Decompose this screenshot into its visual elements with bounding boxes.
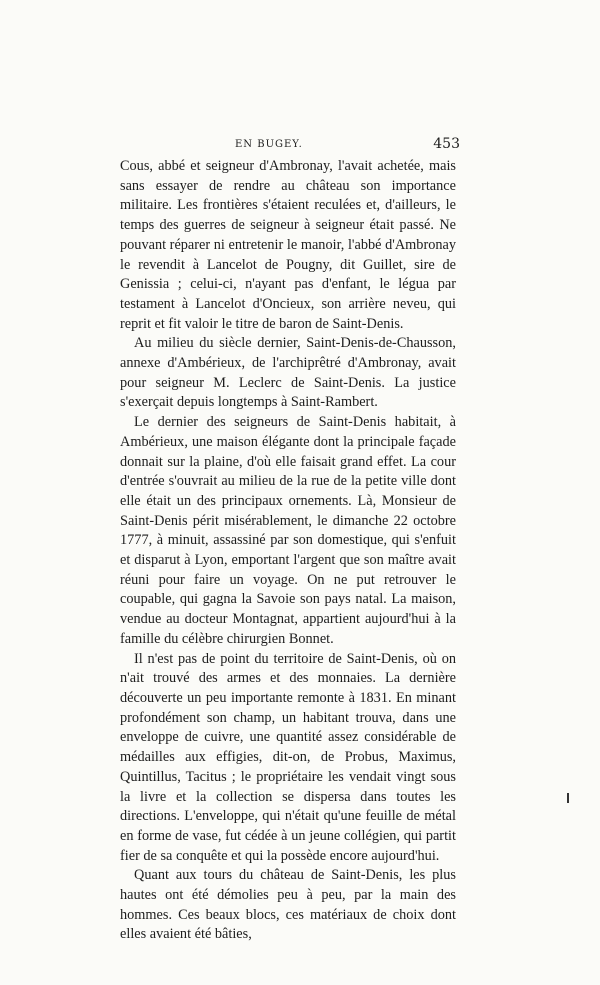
running-head: EN BUGEY. — [235, 139, 303, 150]
paragraph-4: Il n'est pas de point du territoire de Saint-Denis, où on n'ait trouvé des armes et des monnaies. La dernière découverte un peu importante remonte à 1831. En minant profondément son champ, un habitant trouva, dans une enveloppe de cuivre, une quantité assez considérable de médailles aux effigies, dit-on, de Probus, Maximus, Quintillus, Tacitus ; le propriétaire les vendait vingt sous la livre et la collection se dispersa dans toutes les directions. L'enveloppe, qui n'était qu'une feuille de métal en forme de vase, fut cédée à un jeune collégien, qui partit fier de sa conquête et qui la possède encore aujourd'hui. — [120, 650, 456, 864]
page-header — [120, 136, 460, 156]
paragraph-2: Au milieu du siècle dernier, Saint-Denis-de-Chausson, annexe d'Ambérieux, de l'archiprêtré d'Ambronay, avait pour seigneur M. Leclerc de Saint-Denis. La justice s'exerçait depuis longtemps à Saint-Rambert. — [120, 335, 456, 411]
paragraph-3: Le dernier des seigneurs de Saint-Denis habitait, à Ambérieux, une maison élégante dont la principale façade donnait sur la plaine, d'où elle faisait grand effet. La cour d'entrée s'ouvrait au milieu de la rue de la petite ville dont elle était un des principaux ornements. Là, Monsieur de Saint-Denis périt misérablement, le dimanche 22 octobre 1777, à minuit, assassiné par son domestique, qui s'enfuit et disparut à Lyon, emportant l'argent que son maître avait réuni pour faire un voyage. On ne put retrouver le coupable, qui gagna la Savoie son pays natal. La maison, vendue au docteur Montagnat, appartient aujourd'hui à la famille du célèbre chirurgien Bonnet. — [120, 414, 456, 647]
paragraph-1: Cous, abbé et seigneur d'Ambronay, l'avait achetée, mais sans essayer de rendre au château son importance militaire. Les frontières s'étaient reculées et, d'ailleurs, le temps des guerres de seigneur à seigneur était passé. Ne pouvant réparer ni entretenir le manoir, l'abbé d'Ambronay le revendit à Lancelot de Pougny, dit Guillet, sire de Genissia ; celui-ci, n'ayant pas d'enfant, le légua par testament à Lancelot d'Oncieux, son arrière neveu, qui reprit et fit valoir le titre de baron de Saint-Denis. — [120, 158, 456, 332]
paragraph-5: Quant aux tours du château de Saint-Denis, les plus hautes ont été démolies peu à peu, par la main des hommes. Ces beaux blocs, ces matériaux de choix dont elles avaient été bâties, — [120, 867, 456, 943]
margin-mark — [567, 793, 569, 803]
body-text — [120, 157, 456, 945]
page-number: 453 — [433, 136, 460, 152]
